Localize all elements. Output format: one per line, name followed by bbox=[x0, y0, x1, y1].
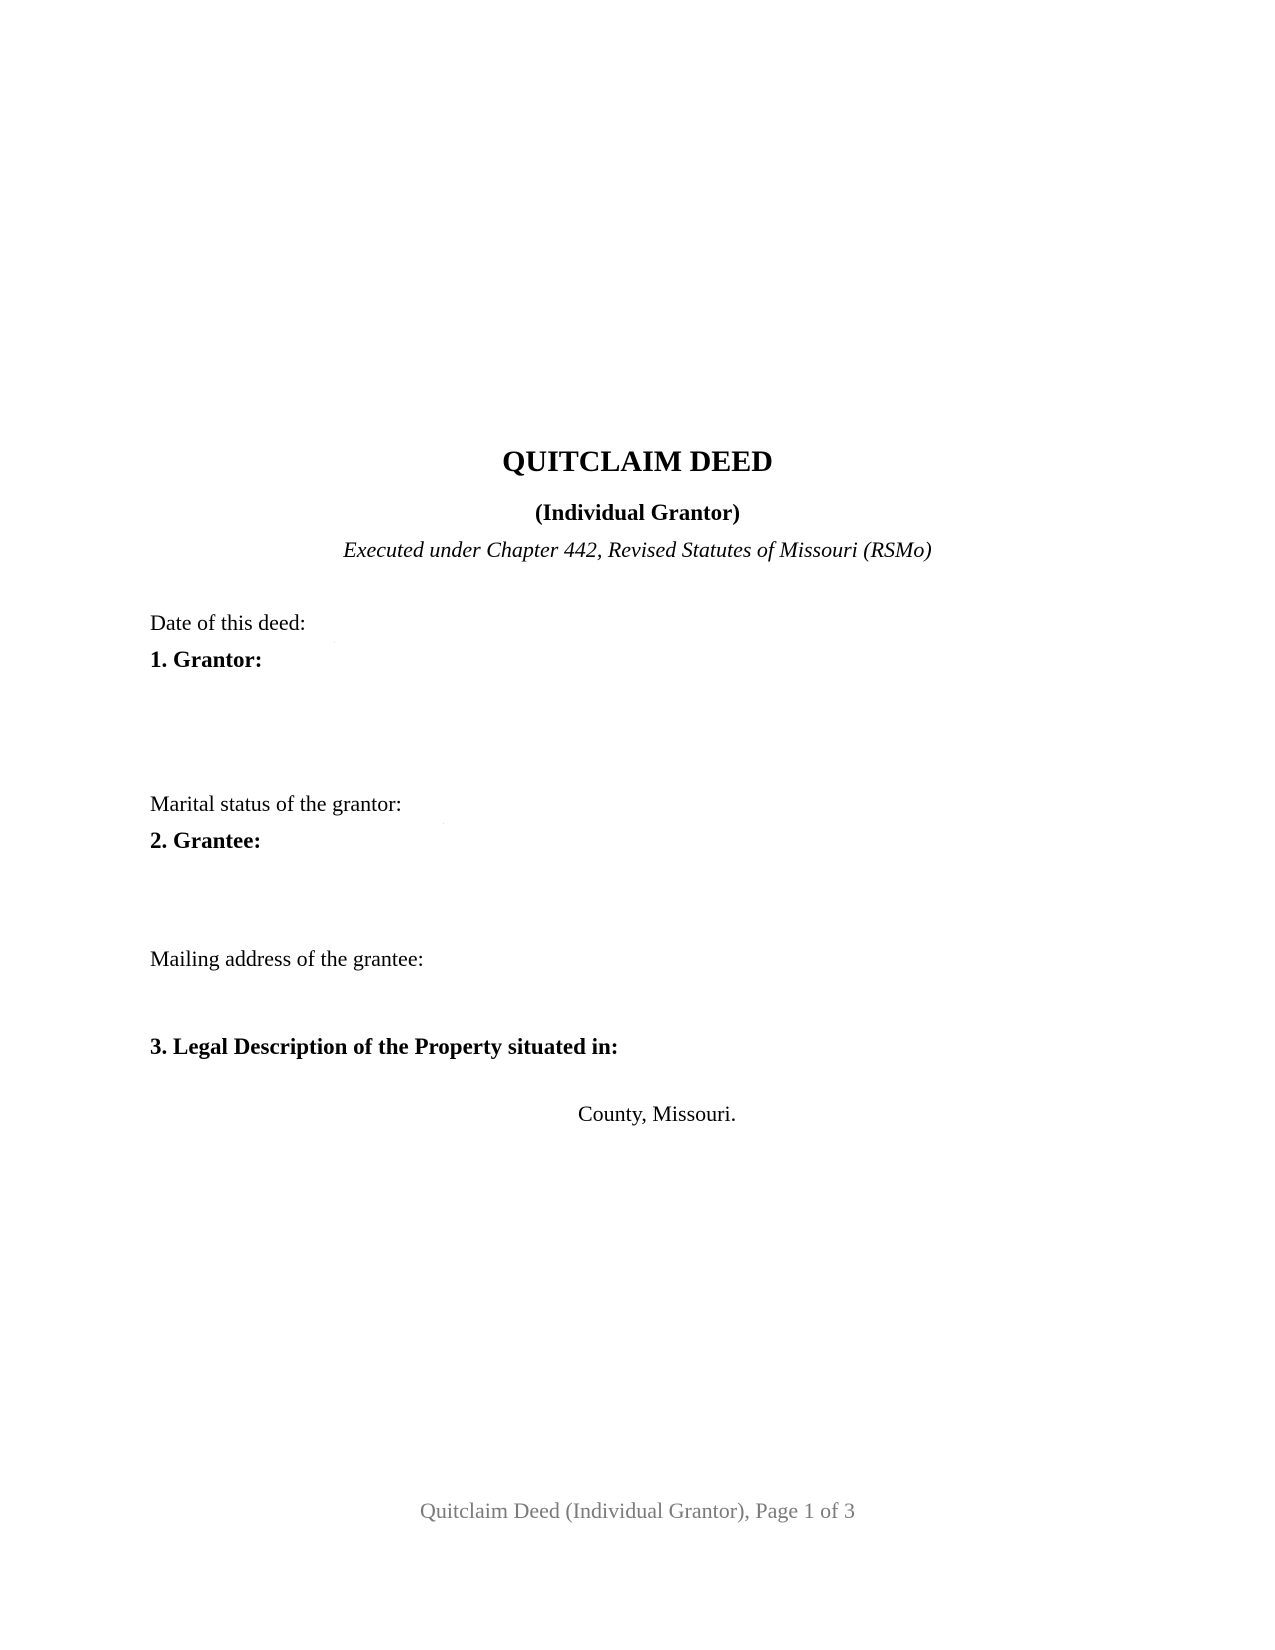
mailing-address-label: Mailing address of the grantee: bbox=[150, 946, 424, 971]
statute-line: Executed under Chapter 442, Revised Statutes of Missouri (RSMo) bbox=[343, 537, 932, 562]
grantor-heading: 1. Grantor: bbox=[150, 647, 263, 672]
blank-field-marker bbox=[334, 642, 335, 643]
document-subtitle: (Individual Grantor) bbox=[534, 500, 741, 525]
blank-field-marker bbox=[443, 823, 444, 824]
county-line: County, Missouri. bbox=[578, 1101, 737, 1126]
document-title: QUITCLAIM DEED bbox=[502, 445, 773, 478]
date-label: Date of this deed: bbox=[150, 610, 306, 635]
grantee-heading: 2. Grantee: bbox=[150, 828, 262, 853]
legal-description-heading: 3. Legal Description of the Property situated in: bbox=[150, 1034, 619, 1059]
page-footer: Quitclaim Deed (Individual Grantor), Page 1 of 3 bbox=[420, 1498, 855, 1523]
marital-status-label: Marital status of the grantor: bbox=[150, 791, 402, 816]
